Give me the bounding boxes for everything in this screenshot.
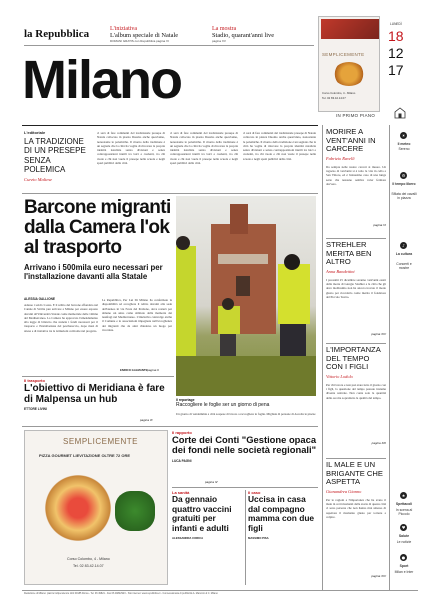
right2-body: I prossimi 25 dicembre saranno vent'anni esatti dalla morte di Giorgio Strehler e la città che gli deve moltissimo non ha ancora trovato il modo giusto per ricordarlo come merita il fondatore del Piccolo Teatro. bbox=[326, 277, 386, 299]
brand-logo: la Repubblica bbox=[24, 28, 90, 40]
right-col-2[interactable] bbox=[326, 241, 386, 336]
ad-tagline: PIZZA GOURMET LIEVITAZIONE OLTRE 72 ORE bbox=[39, 453, 131, 458]
date-block bbox=[388, 28, 412, 79]
right1-body: Da sempre nelle nostre carceri si muore. Un ragazzo di vent'anni si è tolto la vita in cella a San Vittore, ed è l'ennesimo caso di una lunga serie che nessuno sembra voler fermare davvero. bbox=[326, 164, 386, 186]
editorial-body-col2: ci sarà di fare commenti del tradizionale presepe di Natale collocato in piazza Duomo anche quest'anno, nonostante le polemiche. Il ritorno della tradizione è un segnale che la città ha voglia di ritrovare la propria identità natalizia senza divisioni e senza contrapposizioni inutili tra laici e credenti, tra chi vuole e chi non vuole il presepe nelle scuole e negli spazi pubblici della città. bbox=[170, 131, 238, 166]
building-icon bbox=[394, 106, 406, 118]
right3-author: Vittorio Lodolo bbox=[326, 373, 353, 379]
promo-photo bbox=[321, 19, 379, 39]
editorial-kicker: L'editoriale bbox=[24, 130, 46, 135]
lead-body-col1: Adesso i soldi ci sono. E il relitto del barcone affondato nel Canale di Sicilia può arrivare a Milano per essere esposto davanti all'Università Statale come memoriale delle vittime del Mediterraneo. La Camera ha approvato l'emendamento alla legge di bilancio che stanzia i fondi necessari per il trasporto e l'installazione del peschereccio, dopo mesi di attesa e di trattative tra le istituzioni coinvolte nel progetto. bbox=[24, 303, 98, 333]
right1-author: Fabrizio Ravelli bbox=[326, 155, 355, 161]
lead-author: ALESSIA GALLIONE bbox=[24, 297, 56, 301]
sub1-page: pagina IX bbox=[140, 418, 153, 422]
small2-title: Uccisa in casa dal compagno mamma con due figli bbox=[248, 494, 315, 533]
sub-story-2[interactable] bbox=[172, 430, 318, 463]
worker-figure-3 bbox=[218, 306, 240, 334]
sidebar-item-6-title: Sport bbox=[399, 564, 409, 568]
teaser-album-kicker: L'iniziativa bbox=[110, 26, 138, 32]
editorial-body-col1: ci sarà di fare commenti del tradizionale presepe di Natale collocato in piazza Duomo anche quest'anno, nonostante le polemiche. Il ritorno della tradizione è un segnale che la città ha voglia di ritrovare la propria identità natalizia senza divisioni e senza contrapposizioni inutili tra laici e credenti, tra chi vuole e chi non vuole il presepe nelle scuole e negli spazi pubblici della città. bbox=[97, 131, 165, 166]
promo-brand: SEMPLICEMENTE bbox=[322, 52, 365, 57]
right3-title: L'IMPORTANZA DEL TEMPO CON I FIGLI bbox=[326, 345, 381, 372]
right-col-1[interactable] bbox=[326, 128, 386, 227]
heart-icon: ♥ bbox=[401, 525, 406, 530]
weather-icon: ☀ bbox=[401, 133, 406, 138]
sidebar-item-3-title: La cultura bbox=[395, 252, 413, 256]
right2-page: pagina XIV bbox=[371, 331, 386, 336]
sub2-kicker: Il rapporto bbox=[172, 430, 192, 435]
date-year: 17 bbox=[388, 62, 404, 78]
right2-title: STREHLER MERITA BEN ALTRO bbox=[326, 240, 372, 267]
sub1-title: L'obiettivo di Meridiana è fare di Malpensa un hub bbox=[24, 383, 165, 406]
right-col-4[interactable] bbox=[326, 461, 386, 578]
sidebar-item-2-text: Sfilata dei cavalli in piazza bbox=[391, 192, 417, 200]
star-icon: ★ bbox=[401, 493, 406, 498]
sidebar-item-1-title: Il meteo bbox=[397, 142, 411, 146]
teaser-album-sub: DOMANI GRATIS con Repubblica pagina VI bbox=[110, 39, 169, 43]
teaser-mostra-title: Stadio, quarant'anni live bbox=[212, 32, 275, 39]
lead-title[interactable]: Barcone migranti dalla Camera l'ok al trasporto bbox=[24, 197, 171, 258]
photo-caption: Raccogliere le foglie ser un giorno di pena bbox=[176, 402, 270, 408]
teaser-mostra-sub: pagina XV bbox=[212, 39, 226, 43]
sidebar-item-6-text: Milan e Inter bbox=[394, 570, 414, 574]
sidebar-item-1-text: Sereno bbox=[398, 147, 410, 151]
photo-kicker: Il reportage bbox=[176, 398, 195, 402]
bike-icon: ⚙ bbox=[401, 173, 406, 178]
small1-author: ALESSANDRA CORICA bbox=[172, 536, 204, 541]
promo-box[interactable] bbox=[318, 16, 380, 112]
sidebar-item-6[interactable] bbox=[391, 552, 417, 580]
sidebar-item-5[interactable] bbox=[391, 522, 417, 550]
right4-author: Gianandrea Gianno bbox=[326, 488, 362, 494]
sub1-kicker: Il trasporto bbox=[24, 378, 45, 383]
ad-pizza-image bbox=[43, 473, 113, 543]
sidebar-item-5-title: Salute bbox=[398, 534, 410, 538]
sub1-author: ETTORE LIVINI bbox=[24, 407, 47, 412]
sidebar-item-2-title: Il tempo libero bbox=[392, 182, 416, 186]
right1-title: MORIRE A VENT'ANNI IN CARCERE bbox=[326, 127, 376, 154]
right-col-3[interactable] bbox=[326, 346, 386, 445]
sidebar-item-1[interactable] bbox=[391, 130, 417, 170]
teaser-album[interactable] bbox=[110, 26, 205, 43]
right3-body: Per chi lavora e non può stare tutto il giorno con i figli, la questione del tempo passato insieme diventa centrale. Non conta solo la quantità delle ore ma soprattutto la qualità del tempo. bbox=[326, 382, 386, 400]
editorial-title: LA TRADIZIONE DI UN PRESEPE SENZA POLEMICA bbox=[24, 137, 86, 175]
editorial[interactable] bbox=[24, 130, 92, 182]
lead-subtitle: Arrivano i 500mila euro necessari per l'installazione davanti alla Statale bbox=[24, 263, 163, 282]
right1-page: pagina VI bbox=[373, 222, 386, 227]
date-month: 12 bbox=[388, 45, 404, 61]
ad-brand: SEMPLICEMENTE bbox=[63, 437, 138, 446]
small2-author: MASSIMO PISA bbox=[248, 536, 269, 541]
sidebar-item-4-text: In scena al Piccolo bbox=[395, 508, 413, 516]
sidebar-item-5-text: Le notizie bbox=[396, 540, 412, 544]
ad-basil-image bbox=[115, 491, 155, 531]
masthead bbox=[0, 0, 436, 130]
worker-figure-1 bbox=[176, 246, 196, 356]
worker-figure-2 bbox=[278, 264, 310, 324]
teaser-mostra[interactable] bbox=[212, 26, 312, 43]
sub-story-1[interactable] bbox=[24, 378, 174, 411]
theater-icon: ♪ bbox=[400, 242, 407, 249]
sub2-page: pagina IV bbox=[205, 480, 218, 484]
teaser-album-title: L'album speciale di Natale bbox=[110, 32, 179, 39]
ad-phone: Tel. 02 83.42.14.07 bbox=[73, 564, 104, 568]
right4-page: pagina XIV bbox=[371, 573, 386, 578]
sidebar-item-4-title: Spettacoli bbox=[395, 502, 413, 506]
sidebar bbox=[391, 130, 417, 580]
photo-byline-text: Un giorno di vendemmia a città sospese di lavoro a raccogliere le foglie. Migliaia di persone di Ascolta le piazze bbox=[176, 412, 316, 416]
sidebar-item-3-text: Concerti e mostre bbox=[396, 262, 412, 270]
right4-body: Per le ragioni e l'importanza che ha avuto il male in certi momenti della storia di questa città ci sono persone che non hanno mai smesso di aspettare il momento giusto per tornare a colpire. bbox=[326, 497, 386, 519]
lead-photo[interactable] bbox=[176, 196, 316, 396]
city-title: Milano bbox=[22, 50, 181, 110]
small2-kicker: Il caso bbox=[248, 490, 261, 495]
date-day: 18 bbox=[388, 28, 404, 44]
sub2-author: LUCA PAGNI bbox=[172, 458, 192, 463]
small-story-1[interactable] bbox=[172, 490, 242, 540]
promo-line2: Tel. 02 83.42.14.07 bbox=[322, 96, 346, 100]
lead-continued[interactable]: pagina II bbox=[147, 368, 159, 372]
editorial-body-col3: ci sarà di fare commenti del tradizionale presepe di Natale collocato in piazza Duomo anche quest'anno, nonostante le polemiche. Il ritorno della tradizione è un segnale che la città ha voglia di ritrovare la propria identità natalizia senza divisioni e senza contrapposizioni inutili tra laici e credenti, tra chi vuole e chi non vuole il presepe nelle scuole e negli spazi pubblici della città. bbox=[243, 131, 316, 161]
promo-pizza-image bbox=[333, 62, 365, 86]
photo-caption-block bbox=[176, 398, 316, 408]
right3-page: pagina XIII bbox=[371, 440, 386, 445]
sub2-title: Corte dei Conti "Gestione opaca dei fondi nelle società regionali" bbox=[172, 434, 317, 456]
small1-title: Da gennaio quattro vaccini gratuiti per infanti e adulti bbox=[172, 494, 232, 533]
ad-address: Corso Colombo, 4 - Milano bbox=[67, 557, 110, 561]
ad-semplicemente[interactable] bbox=[24, 430, 168, 585]
lead-body-col2: La Repubblica, Per Lui Di Milano ha confermato la disponibilità ad accogliere il relitto davanti alla sede dell'ateneo in via Festa del Perdono, dove resterà per almeno un anno come simbolo della memoria dei naufragi nel Mediterraneo. L'iniziativa coinvolge anche il Comune e le associazioni impegnate nell'accoglienza dei migranti che da anni chiedono un luogo per ricordare. bbox=[102, 298, 172, 333]
lead-credit: ENRICO GALMANTE bbox=[120, 368, 148, 372]
small-story-2[interactable] bbox=[248, 490, 318, 540]
right4-title: IL MALE E UN BRIGANTE CHE ASPETTA bbox=[326, 460, 383, 487]
teaser-mostra-kicker: La mostra bbox=[212, 26, 237, 32]
sidebar-item-4[interactable] bbox=[391, 490, 417, 520]
footer-text: Redazione di Milano: piazza Indipendenza 11/b 00185 Roma - Tel. 06 49821 - Fax 06 49822923 - Sito internet: www.repubblica.it - Concessionaria di pubblicità A. Manzoni & C. Milano bbox=[24, 592, 218, 595]
promo-line1: Corso Colombo, 4 - Milano bbox=[322, 91, 356, 95]
date-day-label: LUNEDÌ bbox=[390, 22, 402, 26]
small1-kicker: La sanità bbox=[172, 490, 190, 495]
sidebar-item-2[interactable] bbox=[391, 170, 417, 240]
sidebar-item-3[interactable] bbox=[391, 240, 417, 300]
right2-author: Anna Bandettini bbox=[326, 268, 355, 274]
section-label: IN PRIMO PIANO bbox=[336, 113, 376, 118]
editorial-author: Curzio Maltese bbox=[24, 176, 53, 182]
circle-icon: ● bbox=[401, 555, 406, 560]
